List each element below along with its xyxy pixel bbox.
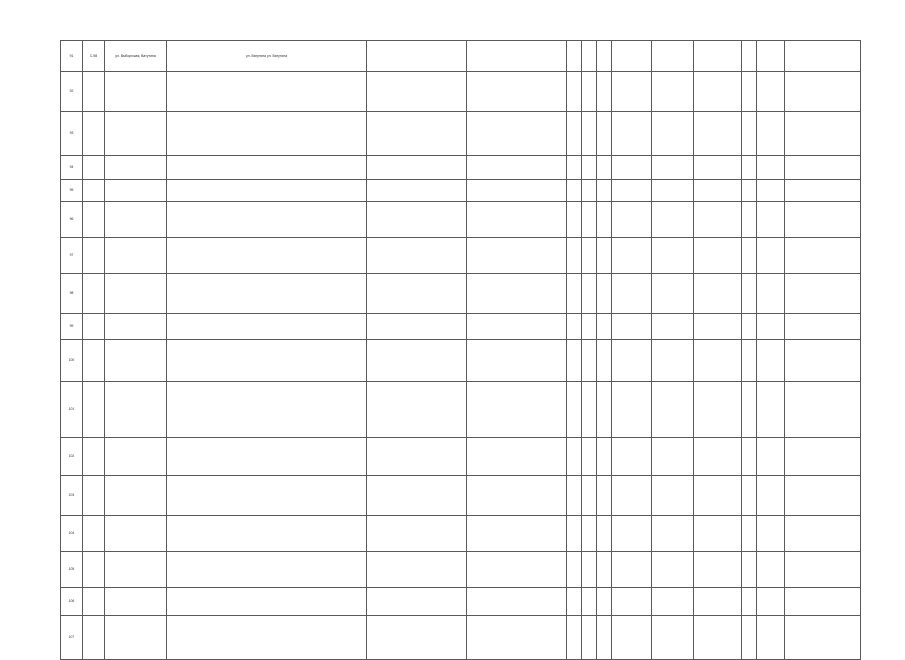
cell-addr: [167, 516, 367, 552]
cell-org: [105, 616, 167, 660]
cell-date: [757, 438, 785, 476]
cell-boundsb: [467, 516, 567, 552]
cell-code: [83, 476, 105, 516]
cell-date: [757, 112, 785, 156]
cell-x: [742, 41, 757, 72]
cell-boundsb: [467, 202, 567, 238]
cell-x: [742, 340, 757, 382]
cell-status: [612, 314, 652, 340]
cell-status: [612, 476, 652, 516]
cell-code: [83, 616, 105, 660]
cell-org: [105, 382, 167, 438]
cell-boundsb: [467, 382, 567, 438]
cell-b: [582, 616, 597, 660]
cell-n: 107: [61, 616, 83, 660]
cell-a: [567, 180, 582, 202]
cell-a: [567, 340, 582, 382]
cell-type: [652, 41, 694, 72]
cell-c: [597, 112, 612, 156]
cell-boundsb: [467, 180, 567, 202]
cell-b: [582, 156, 597, 180]
cell-boundsb: [467, 112, 567, 156]
cell-boundsb: [467, 238, 567, 274]
table-row: [61, 438, 861, 476]
cell-b: [582, 72, 597, 112]
cell-boundsb: [467, 588, 567, 616]
cell-owner: [785, 476, 861, 516]
cell-b: [582, 438, 597, 476]
cell-n: 94: [61, 156, 83, 180]
cell-addr: [167, 156, 367, 180]
cell-addr: [167, 180, 367, 202]
table-row: [61, 340, 861, 382]
cell-kind: [694, 238, 742, 274]
cell-c: [597, 438, 612, 476]
cell-code: [83, 112, 105, 156]
table-row: [61, 72, 861, 112]
cell-kind: [694, 340, 742, 382]
cell-bounds: [367, 382, 467, 438]
cell-c: [597, 382, 612, 438]
cell-x: [742, 112, 757, 156]
cell-n: 106: [61, 588, 83, 616]
cell-c: [597, 41, 612, 72]
cell-kind: [694, 274, 742, 314]
cell-type: [652, 340, 694, 382]
cell-x: [742, 616, 757, 660]
cell-b: [582, 588, 597, 616]
cell-org: [105, 516, 167, 552]
cell-addr: [167, 588, 367, 616]
cell-kind: [694, 180, 742, 202]
cell-boundsb: [467, 274, 567, 314]
cell-kind: [694, 438, 742, 476]
cell-status: [612, 72, 652, 112]
cell-c: [597, 314, 612, 340]
cell-c: [597, 552, 612, 588]
cell-a: [567, 616, 582, 660]
cell-date: [757, 382, 785, 438]
cell-addr: [167, 552, 367, 588]
cell-code: [83, 516, 105, 552]
cell-status: [612, 202, 652, 238]
cell-bounds: [367, 274, 467, 314]
cell-status: [612, 552, 652, 588]
cell-org: [105, 202, 167, 238]
cell-a: [567, 382, 582, 438]
cell-code: [83, 180, 105, 202]
cell-b: [582, 476, 597, 516]
cell-a: [567, 202, 582, 238]
cell-owner: [785, 156, 861, 180]
cell-owner: [785, 382, 861, 438]
cell-status: [612, 41, 652, 72]
cell-code: [83, 438, 105, 476]
table-body: [61, 41, 861, 660]
cell-status: [612, 382, 652, 438]
cell-code: С-98: [83, 41, 105, 72]
cell-date: [757, 340, 785, 382]
cell-type: [652, 72, 694, 112]
cell-code: [83, 274, 105, 314]
cell-org: [105, 180, 167, 202]
cell-b: [582, 274, 597, 314]
cell-n: 95: [61, 180, 83, 202]
cell-org: [105, 476, 167, 516]
cell-bounds: [367, 238, 467, 274]
cell-org: [105, 274, 167, 314]
cell-status: [612, 588, 652, 616]
cell-n: 91: [61, 41, 83, 72]
cell-bounds: [367, 438, 467, 476]
cell-bounds: [367, 41, 467, 72]
cell-date: [757, 202, 785, 238]
cell-status: [612, 156, 652, 180]
cell-bounds: [367, 180, 467, 202]
cell-org: [105, 552, 167, 588]
cell-type: [652, 588, 694, 616]
cell-a: [567, 588, 582, 616]
cell-x: [742, 180, 757, 202]
cell-code: [83, 382, 105, 438]
cell-b: [582, 340, 597, 382]
cell-bounds: [367, 616, 467, 660]
cell-addr: [167, 112, 367, 156]
cell-code: [83, 588, 105, 616]
cell-c: [597, 180, 612, 202]
cell-code: [83, 238, 105, 274]
cell-org: [105, 112, 167, 156]
cell-bounds: [367, 314, 467, 340]
cell-type: [652, 382, 694, 438]
cell-type: [652, 238, 694, 274]
cell-org: [105, 314, 167, 340]
cell-type: [652, 516, 694, 552]
cell-n: 98: [61, 274, 83, 314]
cell-type: [652, 112, 694, 156]
cell-boundsb: [467, 616, 567, 660]
cell-a: [567, 41, 582, 72]
cell-kind: [694, 156, 742, 180]
cell-b: [582, 202, 597, 238]
cell-x: [742, 476, 757, 516]
cell-date: [757, 238, 785, 274]
cell-addr: [167, 72, 367, 112]
table-row: [61, 476, 861, 516]
cell-owner: [785, 202, 861, 238]
cell-x: [742, 516, 757, 552]
cell-date: [757, 72, 785, 112]
table-row: [61, 41, 861, 72]
cell-x: [742, 314, 757, 340]
cell-date: [757, 314, 785, 340]
cell-a: [567, 476, 582, 516]
cell-owner: [785, 552, 861, 588]
cell-addr: [167, 314, 367, 340]
cell-addr: [167, 202, 367, 238]
cell-kind: [694, 72, 742, 112]
table-row: [61, 180, 861, 202]
cell-bounds: [367, 340, 467, 382]
cell-addr: [167, 476, 367, 516]
cell-c: [597, 476, 612, 516]
cell-n: 97: [61, 238, 83, 274]
table-row: [61, 156, 861, 180]
cell-owner: [785, 274, 861, 314]
cell-status: [612, 180, 652, 202]
cell-kind: [694, 202, 742, 238]
cell-b: [582, 238, 597, 274]
cell-n: 99: [61, 314, 83, 340]
cell-kind: [694, 382, 742, 438]
cell-bounds: [367, 516, 467, 552]
cell-code: [83, 314, 105, 340]
cell-type: [652, 274, 694, 314]
cell-a: [567, 72, 582, 112]
cell-owner: [785, 616, 861, 660]
cell-bounds: [367, 112, 467, 156]
cell-x: [742, 438, 757, 476]
cell-type: [652, 616, 694, 660]
cell-org: [105, 238, 167, 274]
cell-status: [612, 438, 652, 476]
cell-c: [597, 72, 612, 112]
cell-addr: [167, 616, 367, 660]
cell-owner: [785, 438, 861, 476]
cell-a: [567, 516, 582, 552]
cell-org: [105, 72, 167, 112]
cell-boundsb: [467, 552, 567, 588]
cell-a: [567, 238, 582, 274]
cell-bounds: [367, 202, 467, 238]
cell-type: [652, 202, 694, 238]
cell-n: 96: [61, 202, 83, 238]
cell-code: [83, 156, 105, 180]
cell-x: [742, 274, 757, 314]
cell-owner: [785, 314, 861, 340]
cell-kind: [694, 616, 742, 660]
cell-b: [582, 180, 597, 202]
cell-c: [597, 340, 612, 382]
cell-a: [567, 274, 582, 314]
table-row: [61, 616, 861, 660]
cell-b: [582, 112, 597, 156]
cell-b: [582, 516, 597, 552]
cell-type: [652, 438, 694, 476]
cell-date: [757, 552, 785, 588]
cell-c: [597, 616, 612, 660]
cell-addr: [167, 238, 367, 274]
cell-bounds: [367, 552, 467, 588]
cell-date: [757, 180, 785, 202]
cell-n: 102: [61, 438, 83, 476]
cell-date: [757, 156, 785, 180]
cell-kind: [694, 552, 742, 588]
cell-c: [597, 156, 612, 180]
cell-boundsb: [467, 156, 567, 180]
cell-b: [582, 314, 597, 340]
table-row: [61, 238, 861, 274]
cell-code: [83, 72, 105, 112]
cell-date: [757, 41, 785, 72]
cell-boundsb: [467, 340, 567, 382]
cell-kind: [694, 314, 742, 340]
cell-org: [105, 438, 167, 476]
cell-n: 100: [61, 340, 83, 382]
cell-x: [742, 382, 757, 438]
cell-c: [597, 238, 612, 274]
cell-addr: [167, 340, 367, 382]
cell-c: [597, 274, 612, 314]
cell-owner: [785, 340, 861, 382]
cell-date: [757, 616, 785, 660]
cell-status: [612, 112, 652, 156]
cell-n: 103: [61, 476, 83, 516]
cell-x: [742, 72, 757, 112]
cell-status: [612, 238, 652, 274]
cell-status: [612, 340, 652, 382]
cell-n: 92: [61, 72, 83, 112]
register-table: [60, 40, 861, 660]
cell-type: [652, 314, 694, 340]
cell-addr: [167, 438, 367, 476]
cell-n: 101: [61, 382, 83, 438]
cell-date: [757, 274, 785, 314]
cell-n: 105: [61, 552, 83, 588]
cell-owner: [785, 112, 861, 156]
cell-type: [652, 156, 694, 180]
cell-type: [652, 476, 694, 516]
cell-org: [105, 156, 167, 180]
cell-type: [652, 552, 694, 588]
cell-date: [757, 588, 785, 616]
table-row: [61, 202, 861, 238]
cell-owner: [785, 238, 861, 274]
cell-type: [652, 180, 694, 202]
cell-addr: [167, 274, 367, 314]
table-row: [61, 314, 861, 340]
cell-a: [567, 156, 582, 180]
cell-owner: [785, 180, 861, 202]
table-row: [61, 382, 861, 438]
cell-n: 93: [61, 112, 83, 156]
cell-x: [742, 588, 757, 616]
cell-owner: [785, 41, 861, 72]
cell-addr: ул. Ватутина ул. Ватутина: [167, 41, 367, 72]
cell-code: [83, 202, 105, 238]
cell-a: [567, 552, 582, 588]
cell-boundsb: [467, 438, 567, 476]
cell-status: [612, 274, 652, 314]
cell-code: [83, 340, 105, 382]
cell-b: [582, 382, 597, 438]
table-row: [61, 112, 861, 156]
cell-kind: [694, 476, 742, 516]
cell-kind: [694, 588, 742, 616]
cell-status: [612, 516, 652, 552]
cell-kind: [694, 516, 742, 552]
cell-kind: [694, 41, 742, 72]
cell-bounds: [367, 588, 467, 616]
cell-bounds: [367, 72, 467, 112]
cell-boundsb: [467, 41, 567, 72]
cell-b: [582, 552, 597, 588]
cell-bounds: [367, 476, 467, 516]
cell-bounds: [367, 156, 467, 180]
cell-org: [105, 588, 167, 616]
cell-boundsb: [467, 72, 567, 112]
cell-c: [597, 202, 612, 238]
cell-a: [567, 112, 582, 156]
cell-org: [105, 340, 167, 382]
cell-a: [567, 314, 582, 340]
cell-boundsb: [467, 314, 567, 340]
cell-c: [597, 588, 612, 616]
table-row: [61, 516, 861, 552]
table-row: [61, 274, 861, 314]
cell-status: [612, 616, 652, 660]
cell-org: ул. Выборгская, Ватутина: [105, 41, 167, 72]
cell-owner: [785, 588, 861, 616]
cell-boundsb: [467, 476, 567, 516]
cell-date: [757, 516, 785, 552]
cell-x: [742, 552, 757, 588]
cell-x: [742, 238, 757, 274]
cell-owner: [785, 516, 861, 552]
cell-a: [567, 438, 582, 476]
cell-code: [83, 552, 105, 588]
cell-c: [597, 516, 612, 552]
cell-owner: [785, 72, 861, 112]
cell-x: [742, 202, 757, 238]
cell-x: [742, 156, 757, 180]
cell-b: [582, 41, 597, 72]
cell-kind: [694, 112, 742, 156]
cell-date: [757, 476, 785, 516]
cell-addr: [167, 382, 367, 438]
cell-n: 104: [61, 516, 83, 552]
table-row: [61, 588, 861, 616]
table-row: [61, 552, 861, 588]
